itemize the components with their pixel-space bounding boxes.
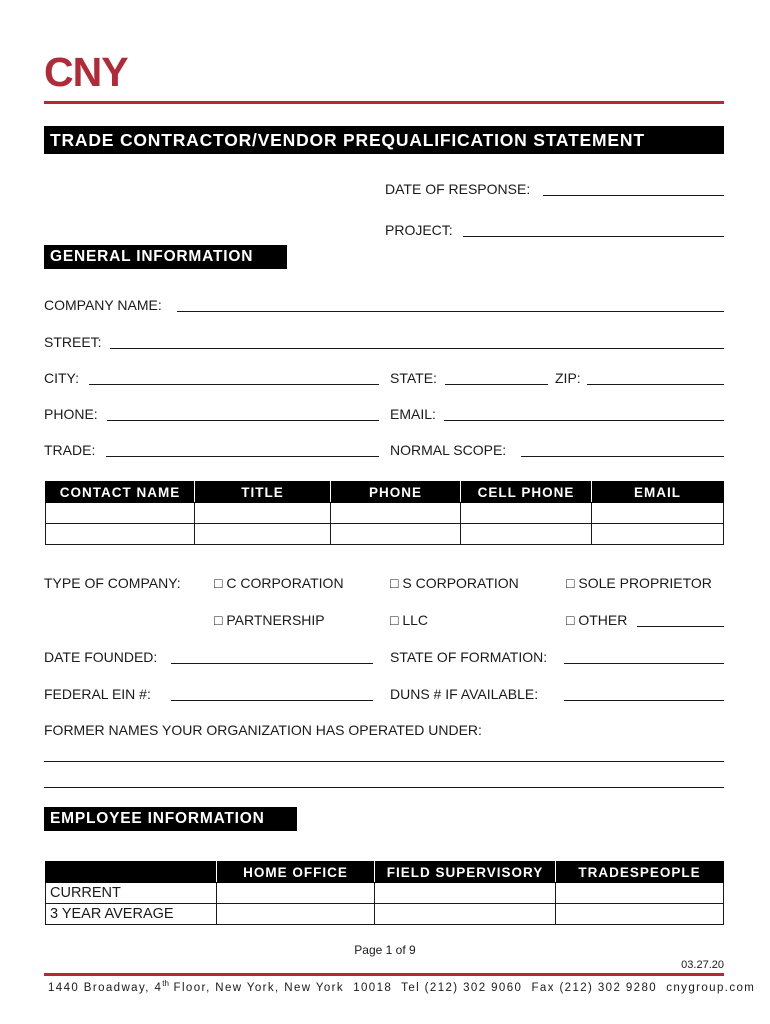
phone-field[interactable] bbox=[107, 404, 379, 421]
employee-information-heading: EMPLOYEE INFORMATION bbox=[44, 807, 297, 831]
table-row bbox=[46, 503, 724, 524]
email-cell[interactable] bbox=[592, 524, 724, 545]
former-names-line-2[interactable] bbox=[44, 771, 724, 788]
option-label: S CORPORATION bbox=[402, 575, 519, 591]
duns-field[interactable] bbox=[564, 684, 724, 701]
street-label: STREET: bbox=[44, 334, 102, 350]
table-row bbox=[46, 524, 724, 545]
federal-ein-field[interactable] bbox=[171, 684, 373, 701]
s-corporation-option[interactable] bbox=[390, 574, 519, 592]
city-label: CITY: bbox=[44, 370, 80, 386]
employee-table bbox=[45, 861, 724, 925]
option-label: LLC bbox=[402, 612, 429, 628]
state-of-formation-label: STATE OF FORMATION: bbox=[390, 649, 548, 665]
contact-name-cell[interactable] bbox=[46, 524, 195, 545]
city-field[interactable] bbox=[89, 368, 379, 385]
version-date: 03.27.20 bbox=[681, 959, 724, 971]
project-label: PROJECT: bbox=[385, 222, 453, 238]
llc-option[interactable] bbox=[390, 611, 428, 629]
street-field[interactable] bbox=[110, 332, 724, 349]
project-field[interactable] bbox=[463, 220, 724, 237]
company-name-field[interactable] bbox=[177, 295, 724, 312]
date-founded-label: DATE FOUNDED: bbox=[44, 649, 158, 665]
column-header: CELL PHONE bbox=[461, 482, 592, 503]
email-field[interactable] bbox=[444, 404, 724, 421]
former-names-label: FORMER NAMES YOUR ORGANIZATION HAS OPERATED UNDER: bbox=[44, 722, 482, 738]
checkbox-icon[interactable]: □ bbox=[390, 575, 399, 591]
checkbox-icon[interactable]: □ bbox=[390, 612, 399, 628]
trade-label: TRADE: bbox=[44, 442, 96, 458]
column-header: CONTACT NAME bbox=[46, 482, 195, 503]
email-cell[interactable] bbox=[592, 503, 724, 524]
column-header: FIELD SUPERVISORY bbox=[375, 862, 556, 883]
state-of-formation-field[interactable] bbox=[564, 647, 724, 664]
former-names-line-1[interactable] bbox=[44, 745, 724, 762]
title-cell[interactable] bbox=[195, 503, 331, 524]
cny-logo: CNY bbox=[44, 49, 128, 95]
field-supervisory-cell[interactable] bbox=[375, 883, 556, 904]
type-of-company-label: TYPE OF COMPANY: bbox=[44, 575, 181, 591]
page-title: TRADE CONTRACTOR/VENDOR PREQUALIFICATION STATEMENT bbox=[44, 126, 724, 154]
option-label: OTHER bbox=[578, 612, 628, 628]
normal-scope-label: NORMAL SCOPE: bbox=[390, 442, 507, 458]
page-number: Page 1 of 9 bbox=[354, 943, 416, 957]
checkbox-icon[interactable]: □ bbox=[214, 612, 223, 628]
phone-cell[interactable] bbox=[331, 524, 461, 545]
table-row bbox=[46, 904, 724, 925]
date-of-response-label: DATE OF RESPONSE: bbox=[385, 181, 531, 197]
tradespeople-cell[interactable] bbox=[556, 883, 724, 904]
c-corporation-option[interactable] bbox=[214, 574, 344, 592]
column-header: EMAIL bbox=[592, 482, 724, 503]
row-label: 3 YEAR AVERAGE bbox=[46, 904, 217, 925]
contacts-header-row bbox=[46, 482, 724, 503]
title-cell[interactable] bbox=[195, 524, 331, 545]
state-field[interactable] bbox=[445, 368, 548, 385]
field-supervisory-cell[interactable] bbox=[375, 904, 556, 925]
tradespeople-cell[interactable] bbox=[556, 904, 724, 925]
general-information-heading: GENERAL INFORMATION bbox=[44, 245, 287, 269]
date-founded-field[interactable] bbox=[171, 647, 373, 664]
cell-phone-cell[interactable] bbox=[461, 503, 592, 524]
footer-address bbox=[48, 979, 755, 994]
address-superscript: th bbox=[162, 979, 169, 988]
checkbox-icon[interactable]: □ bbox=[566, 612, 575, 628]
column-header: TRADESPEOPLE bbox=[556, 862, 724, 883]
phone-cell[interactable] bbox=[331, 503, 461, 524]
address-suffix: Floor, New York, New York 10018 Tel (212) 302 9060 Fax (212) 302 9280 cnygroup.com bbox=[168, 981, 756, 994]
option-label: PARTNERSHIP bbox=[226, 612, 325, 628]
trade-field[interactable] bbox=[106, 440, 379, 457]
header-divider bbox=[44, 101, 724, 104]
column-header: PHONE bbox=[331, 482, 461, 503]
option-label: C CORPORATION bbox=[226, 575, 344, 591]
state-label: STATE: bbox=[390, 370, 437, 386]
checkbox-icon[interactable]: □ bbox=[566, 575, 575, 591]
normal-scope-field[interactable] bbox=[521, 440, 724, 457]
checkbox-icon[interactable]: □ bbox=[214, 575, 223, 591]
address-prefix: 1440 Broadway, 4 bbox=[48, 981, 163, 994]
contacts-table bbox=[45, 481, 724, 545]
home-office-cell[interactable] bbox=[217, 883, 375, 904]
column-header: HOME OFFICE bbox=[217, 862, 375, 883]
zip-field[interactable] bbox=[587, 368, 724, 385]
column-header bbox=[46, 862, 217, 883]
sole-proprietor-option[interactable] bbox=[566, 574, 712, 592]
other-specify-field[interactable] bbox=[637, 610, 724, 627]
cell-phone-cell[interactable] bbox=[461, 524, 592, 545]
contact-name-cell[interactable] bbox=[46, 503, 195, 524]
federal-ein-label: FEDERAL EIN #: bbox=[44, 686, 151, 702]
column-header: TITLE bbox=[195, 482, 331, 503]
duns-label: DUNS # IF AVAILABLE: bbox=[390, 686, 539, 702]
option-label: SOLE PROPRIETOR bbox=[578, 575, 712, 591]
table-row bbox=[46, 883, 724, 904]
date-of-response-field[interactable] bbox=[543, 179, 724, 196]
home-office-cell[interactable] bbox=[217, 904, 375, 925]
email-label: EMAIL: bbox=[390, 406, 436, 422]
company-name-label: COMPANY NAME: bbox=[44, 297, 162, 313]
footer-divider bbox=[44, 973, 724, 976]
row-label: CURRENT bbox=[46, 883, 217, 904]
other-option[interactable] bbox=[566, 611, 627, 629]
zip-label: ZIP: bbox=[555, 370, 581, 386]
partnership-option[interactable] bbox=[214, 611, 325, 629]
employee-header-row bbox=[46, 862, 724, 883]
phone-label: PHONE: bbox=[44, 406, 98, 422]
